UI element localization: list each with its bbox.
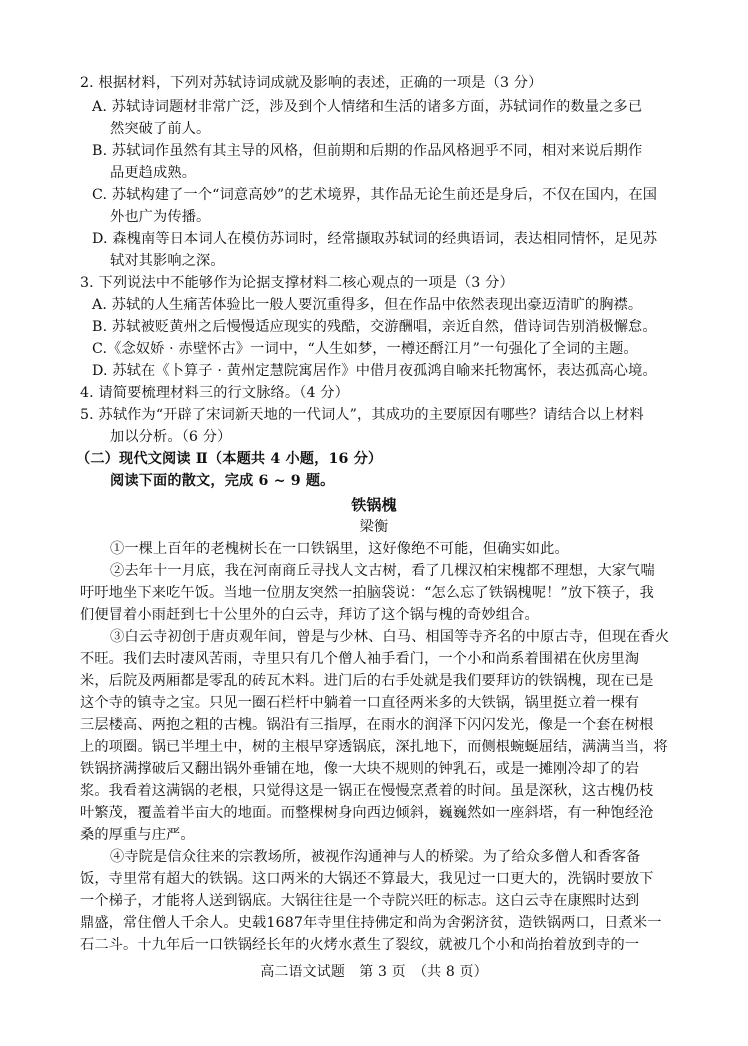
question-2-option-a-cont: 然突破了前人。 [110, 121, 211, 137]
question-3-option-d: D. 苏轼在《卜算子 · 黄州定慧院寓居作》中借月夜孤鸿自喻来托物寓怀，表达孤高心境。 [92, 363, 657, 379]
essay-author: 梁衡 [359, 519, 389, 535]
essay-line: 不旺。我们去时凄风苦雨，寺里只有几个僧人袖手看门，一个小和尚系着围裙在伙房里淘 [80, 651, 640, 667]
question-2-option-a: A. 苏轼诗词题材非常广泛，涉及到个人情绪和生活的诸多方面，苏轼词作的数量之多已 [92, 99, 643, 115]
essay-line: ④寺院是信众往来的宗教场所，被视作沟通神与人的桥梁。为了给众多僧人和香客备 [110, 849, 641, 865]
question-2-option-c-cont: 外也广为传播。 [110, 209, 211, 225]
essay-line: 一个梯子，才能将人送到锅底。大锅往往是一个寺院兴旺的标志。这白云寺在康熙时达到 [80, 893, 640, 909]
essay-line: 铁锅挤满撑破后又翻出锅外垂铺在地，像一大块不规则的钟乳石，或是一摊刚冷却了的岩 [80, 761, 640, 777]
question-2-option-b: B. 苏轼词作虽然有其主导的风格，但前期和后期的作品风格迥乎不同，相对来说后期作 [92, 143, 643, 159]
question-3-option-a: A. 苏轼的人生痛苦体验比一般人要沉重得多，但在作品中依然表现出豪迈清旷的胸襟。 [92, 297, 643, 313]
question-2-option-b-cont: 品更趋成熟。 [110, 165, 197, 181]
essay-line: ②去年十一月底，我在河南商丘寻找人文古树，看了几棵汉柏宋槐都不理想，大家气喘 [110, 563, 655, 579]
essay-line: 桑的厚重与庄严。 [80, 827, 195, 843]
question-4: 4. 请简要梳理材料三的行文脉络。（4 分） [80, 385, 349, 401]
essay-line: ③白云寺初创于唐贞观年间，曾是与少林、白马、相国等寺齐名的中原古寺，但现在香火 [110, 629, 670, 645]
section-heading: （二）现代文阅读 Ⅱ（本题共 4 小题，16 分） [76, 451, 383, 467]
essay-line: 吁吁地坐下来吃午饭。当地一位朋友突然一拍脑袋说：“怎么忘了铁锅槐呢！”放下筷子，我 [80, 585, 654, 601]
question-3-stem: 3. 下列说法中不能够作为论据支撑材料二核心观点的一项是（3 分） [80, 275, 514, 291]
essay-line: 三层楼高、两抱之粗的古槐。锅沿有三指厚，在雨水的润泽下闪闪发光，像是一个套在树根 [80, 717, 654, 733]
question-3-option-b: B. 苏轼被贬黄州之后慢慢适应现实的残酷，交游酬唱，亲近自然，借诗词告别消极懈怠。 [92, 319, 657, 335]
reading-instruction: 阅读下面的散文，完成 6 ~ 9 题。 [110, 473, 335, 489]
essay-title: 铁锅槐 [351, 496, 397, 514]
essay-line: 鼎盛，常住僧人千余人。史载1687年寺里住持佛定和尚为舍粥济贫，造铁锅两口，日煮米一 [80, 915, 662, 931]
essay-line: 石二斗。十九年后一口铁锅经长年的火烤水煮生了裂纹，就被几个小和尚抬着放到寺的一 [80, 937, 640, 953]
question-2-option-d: D. 森槐南等日本词人在模仿苏词时，经常撷取苏轼词的经典语词，表达相同情怀，足见苏 [92, 231, 658, 247]
question-2-option-c: C. 苏轼构建了一个“词意高妙”的艺术境界，其作品无论生前还是身后，不仅在国内，在国 [92, 187, 658, 203]
essay-line: 叶繁茂，覆盖着半亩大的地面。而整棵树身向西边倾斜，巍巍然如一座斜塔，有一种饱经沧 [80, 805, 654, 821]
essay-line: 这个寺的镇寺之宝。只见一圈石栏杆中躺着一口直径两米多的大铁锅，锅里挺立着一棵有 [80, 695, 640, 711]
essay-line: 饭，寺里常有超大的铁锅。这口两米的大锅还不算最大，我见过一口更大的，洗锅时要放下 [80, 871, 654, 887]
essay-line: ①一棵上百年的老槐树长在一口铁锅里，这好像绝不可能，但确实如此。 [110, 541, 569, 557]
page-footer: 高二语文试题 第 3 页 （共 8 页） [260, 964, 488, 980]
question-5: 5. 苏轼作为“开辟了宋词新天地的一代词人”，其成功的主要原因有哪些？请结合以上材料 [80, 407, 644, 423]
essay-line: 浆。我看着这满锅的老根，只觉得这是一锅正在慢慢烹煮着的时间。虽是深秋，这古槐仍枝 [80, 783, 654, 799]
question-5-cont: 加以分析。（6 分） [110, 429, 232, 445]
question-2-option-d-cont: 轼对其影响之深。 [110, 253, 225, 269]
question-3-option-c: C.《念奴娇 · 赤壁怀古》一词中，“人生如梦，一樽还酹江月”一句强化了全词的主题。 [92, 341, 638, 357]
essay-line: 们便冒着小雨赶到七十公里外的白云寺，拜访了这个锅与槐的奇妙组合。 [80, 607, 539, 623]
essay-line: 上的项圈。锅已半埋土中，树的主根早穿透锅底，深扎地下，而侧根蜿蜒屈结，满满当当，将 [80, 739, 668, 755]
essay-line: 米，后院及两厢都是零乱的砖瓦木料。进门后的右手处就是我们要拜访的铁锅槐，现在已是 [80, 673, 654, 689]
question-2-stem: 2. 根据材料，下列对苏轼诗词成就及影响的表述，正确的一项是（3 分） [80, 75, 543, 91]
